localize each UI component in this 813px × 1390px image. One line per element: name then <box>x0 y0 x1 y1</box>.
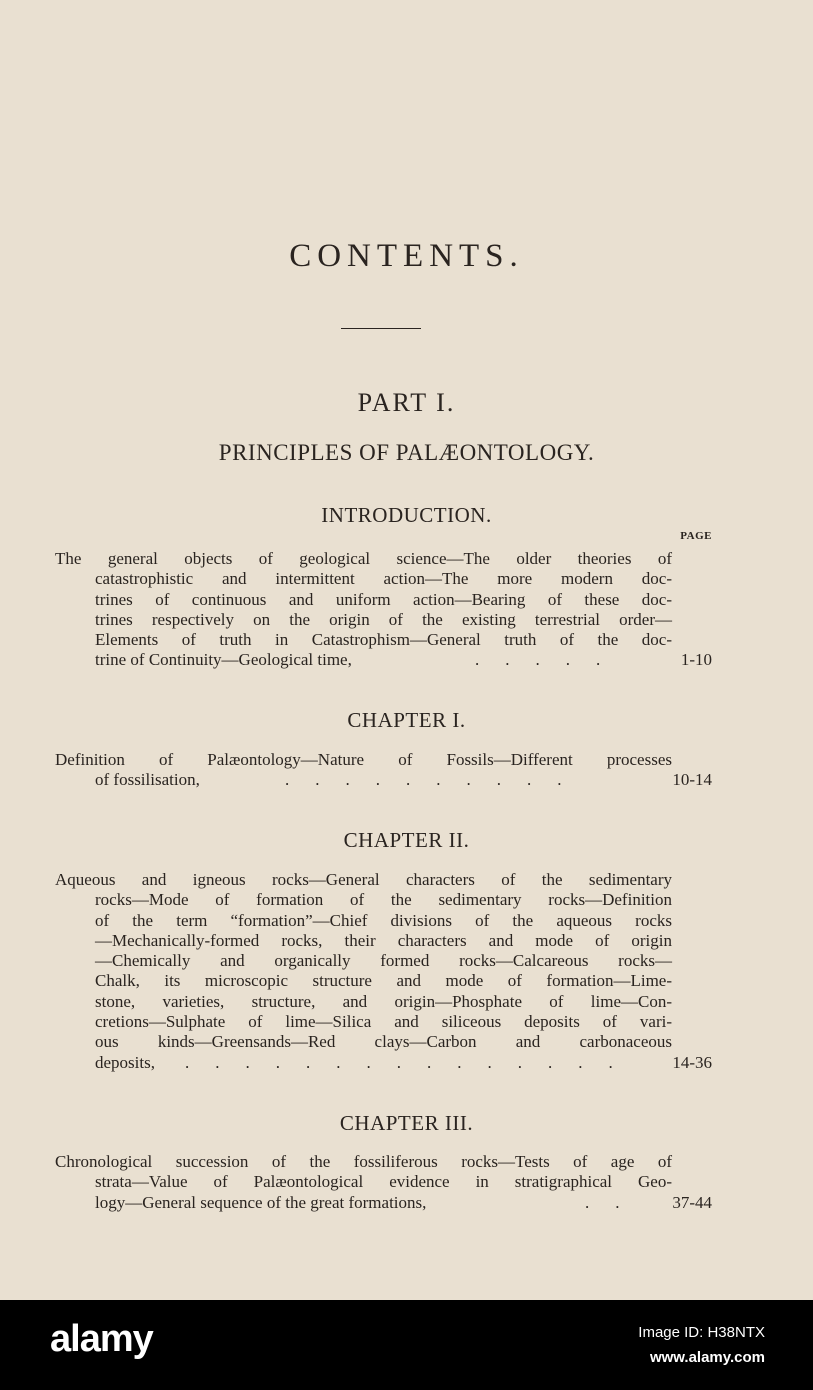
entry-line: deposits, <box>95 1052 155 1072</box>
part-subtitle: PRINCIPLES OF PALÆONTOLOGY. <box>218 440 595 465</box>
entry-last-line <box>95 1053 712 1073</box>
entry-last-line <box>95 770 712 790</box>
page-number: 10-14 <box>672 770 712 790</box>
leader-dots: ..... <box>475 650 627 670</box>
toc-entry-chapter-2 <box>55 870 712 1073</box>
toc-entry-chapter-3 <box>55 1152 712 1213</box>
title-divider <box>341 328 421 329</box>
entry-line: of fossilisation, <box>95 770 200 790</box>
page-number: 14-36 <box>672 1052 712 1072</box>
toc-entry-introduction <box>55 549 712 671</box>
entry-line: Chalk, its microscopic structure and mode of formation—Lime- <box>95 971 672 991</box>
entry-line: —Chemically and organically formed rocks—Calcareous rocks— <box>95 951 672 971</box>
entry-line: cretions—Sulphate of lime—Silica and siliceous deposits of vari- <box>95 1012 672 1032</box>
contents-title: CONTENTS. <box>289 238 524 274</box>
section-heading-chapter-1: CHAPTER I. <box>347 708 466 732</box>
entry-line: logy—General sequence of the great formations, <box>95 1192 427 1212</box>
entry-line: Aqueous and igneous rocks—General characters of the sedimentary <box>55 870 672 889</box>
leader-dots: ............... <box>185 1052 639 1072</box>
entry-line: of the term “formation”—Chief divisions of the aqueous rocks <box>95 910 672 930</box>
entry-line: Chronological succession of the fossiliferous rocks—Tests of age of <box>55 1152 672 1171</box>
entry-line: trines of continuous and uniform action—Bearing of these doc- <box>95 589 672 609</box>
entry-line: stone, varieties, structure, and origin—Phosphate of lime—Con- <box>95 991 672 1011</box>
page-column-label: PAGE <box>680 530 712 542</box>
entry-line: catastrophistic and intermittent action—The more modern doc- <box>95 569 672 589</box>
entry-line: rocks—Mode of formation of the sedimentary rocks—Definition <box>95 890 672 910</box>
section-heading-chapter-2: CHAPTER II. <box>343 828 470 852</box>
section-heading-introduction: INTRODUCTION. <box>321 503 492 527</box>
alamy-logo: alamy <box>50 1318 153 1360</box>
entry-line: —Mechanically-formed rocks, their characters and mode of origin <box>95 930 672 950</box>
entry-line: The general objects of geological science—The older theories of <box>55 549 672 568</box>
entry-line: trines respectively on the origin of the existing terrestrial order— <box>95 609 672 629</box>
entry-line: Elements of truth in Catastrophism—General truth of the doc- <box>95 630 672 650</box>
entry-line: strata—Value of Palæontological evidence in stratigraphical Geo- <box>95 1172 672 1192</box>
entry-line: ous kinds—Greensands—Red clays—Carbon and carbonaceous <box>95 1032 672 1052</box>
page-number: 1-10 <box>680 650 712 670</box>
site-url: www.alamy.com <box>649 1349 765 1366</box>
page-number: 37-44 <box>672 1192 712 1212</box>
leader-dots: .. <box>585 1192 646 1212</box>
image-id-label: Image ID: H38NTX <box>638 1324 765 1341</box>
toc-entry-chapter-1 <box>55 750 712 791</box>
entry-line: Definition of Palæontology—Nature of Fossils—Different processes <box>55 750 672 769</box>
leader-dots: .......... <box>285 770 588 790</box>
entry-line: trine of Continuity—Geological time, <box>95 650 352 670</box>
entry-last-line <box>95 1193 712 1213</box>
part-heading: PART I. <box>357 388 456 417</box>
section-heading-chapter-3: CHAPTER III. <box>339 1111 474 1135</box>
entry-last-line <box>95 650 712 670</box>
